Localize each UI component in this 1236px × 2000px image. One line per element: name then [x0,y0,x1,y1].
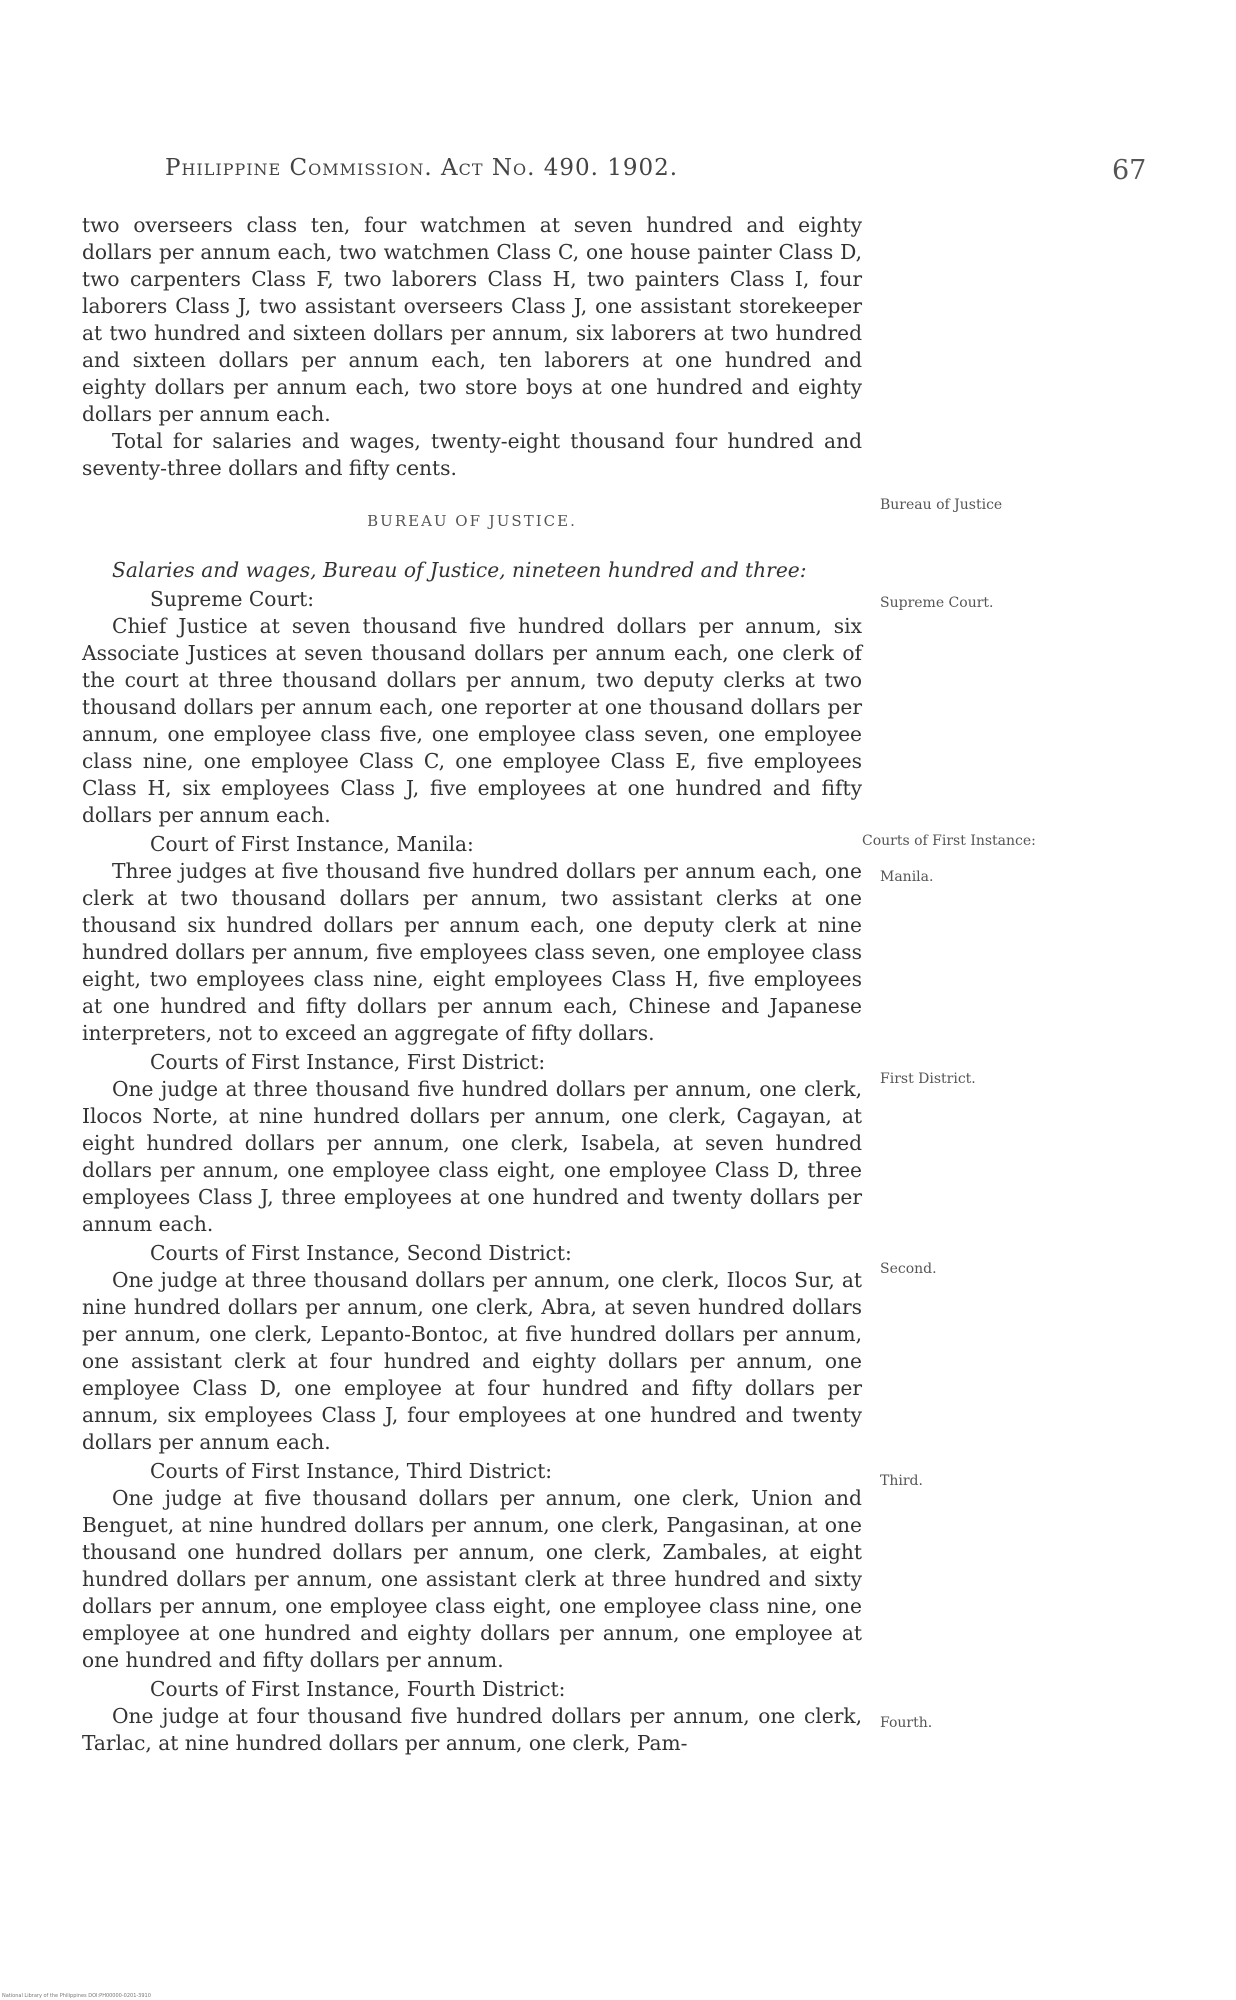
subheading-supreme-court: Supreme Court: [150,587,315,611]
paragraph-total: Total for salaries and wages, twenty-eight thousand four hundred and seventy-three dollars and fifty cents. [82,429,862,480]
subheading-manila: Court of First Instance, Manila: [150,832,474,856]
paragraph-fourth-district: One judge at four thousand five hundred dollars per annum, one clerk, Tarlac, at nine hundred dollars per annum, one clerk, Pam- [82,1704,862,1755]
subheading-second-district: Courts of First Instance, Second District: [150,1241,572,1265]
margin-note-third: Third. [880,1473,923,1489]
paragraph-second-district: One judge at three thousand dollars per annum, one clerk, Ilocos Sur, at nine hundred dollars per annum, one clerk, Abra, at seven hundred dollars per annum, one clerk, Lepanto-Bontoc, at five hundred dollars per annum, one assistant clerk at four hundred and eighty dollars per annum, one employee Class D, one employee at four hundred and fifty dollars per annum, six employees Class J, four employees at one hundred and twenty dollars per annum each. [82,1268,862,1454]
margin-note-bureau: Bureau of Justice [880,497,1003,513]
paragraph-first-district: One judge at three thousand five hundred dollars per annum, one clerk, Ilocos Norte, at nine hundred dollars per annum, one clerk, Cagayan, at eight hundred dollars per annum, one clerk, Isabela, at seven hundred dollars per annum, one employee class eight, one employee Class D, three employees Class J, three employees at one hundred and twenty dollars per annum each. [82,1077,862,1236]
running-header: Philippine Commission. Act No. 490. 1902. [165,155,679,181]
subheading-fourth-district: Courts of First Instance, Fourth District: [150,1677,566,1701]
subheading-first-district: Courts of First Instance, First District: [150,1050,546,1074]
page-number: 67 [1112,155,1147,186]
body-text [82,212,862,1757]
margin-note-supreme: Supreme Court. [880,595,994,611]
margin-note-second: Second. [880,1261,937,1277]
paragraph: two overseers class ten, four watchmen at seven hundred and eighty dollars per annum each, two watchmen Class C, one house painter Class D, two carpenters Class F, two laborers Class H, two painters Class I, four laborers Class J, two assistant overseers Class J, one assistant storekeeper at two hundred and sixteen dollars per annum, six laborers at two hundred and sixteen dollars per annum each, ten laborers at one hundred and eighty dollars per annum each, two store boys at one hundred and eighty dollars per annum each. [82,213,862,426]
paragraph-supreme-court: Chief Justice at seven thousand five hundred dollars per annum, six Associate Justices at seven thousand dollars per annum each, one clerk of the court at three thousand dollars per annum, two deputy clerks at two thousand dollars per annum each, one reporter at one thousand dollars per annum, one employee class five, one employee class seven, one employee class nine, one employee Class C, one employee Class E, five employees Class H, six employees Class J, five employees at one hundred and fifty dollars per annum each. [82,614,862,827]
italic-heading: Salaries and wages, Bureau of Justice, nineteen hundred and three: [112,558,807,582]
section-title: BUREAU OF JUSTICE. [367,512,577,530]
margin-note-first: First District. [880,1071,976,1087]
margin-note-fourth: Fourth. [880,1715,933,1731]
paragraph-third-district: One judge at five thousand dollars per annum, one clerk, Union and Benguet, at nine hundred dollars per annum, one clerk, Pangasinan, at one thousand one hundred dollars per annum, one clerk, Zambales, at eight hundred dollars per annum, one assistant clerk at three hundred and sixty dollars per annum, one employee class eight, one employee class nine, one employee at one hundred and eighty dollars per annum, one employee at one hundred and fifty dollars per annum. [82,1486,862,1672]
footer-stamp: National Library of the Philippines DOI:PH00000-0201-3910 [2,1993,151,1999]
subheading-third-district: Courts of First Instance, Third District: [150,1459,553,1483]
margin-note-courts-first-instance: Courts of First Instance: [862,833,1036,849]
margin-note-manila: Manila. [880,869,934,885]
paragraph-manila: Three judges at five thousand five hundred dollars per annum each, one clerk at two thousand dollars per annum, two assistant clerks at one thousand six hundred dollars per annum each, one deputy clerk at nine hundred dollars per annum, five employees class seven, one employee class eight, two employees class nine, eight employees Class H, five employees at one hundred and fifty dollars per annum each, Chinese and Japanese interpreters, not to exceed an aggregate of fifty dollars. [82,859,862,1045]
